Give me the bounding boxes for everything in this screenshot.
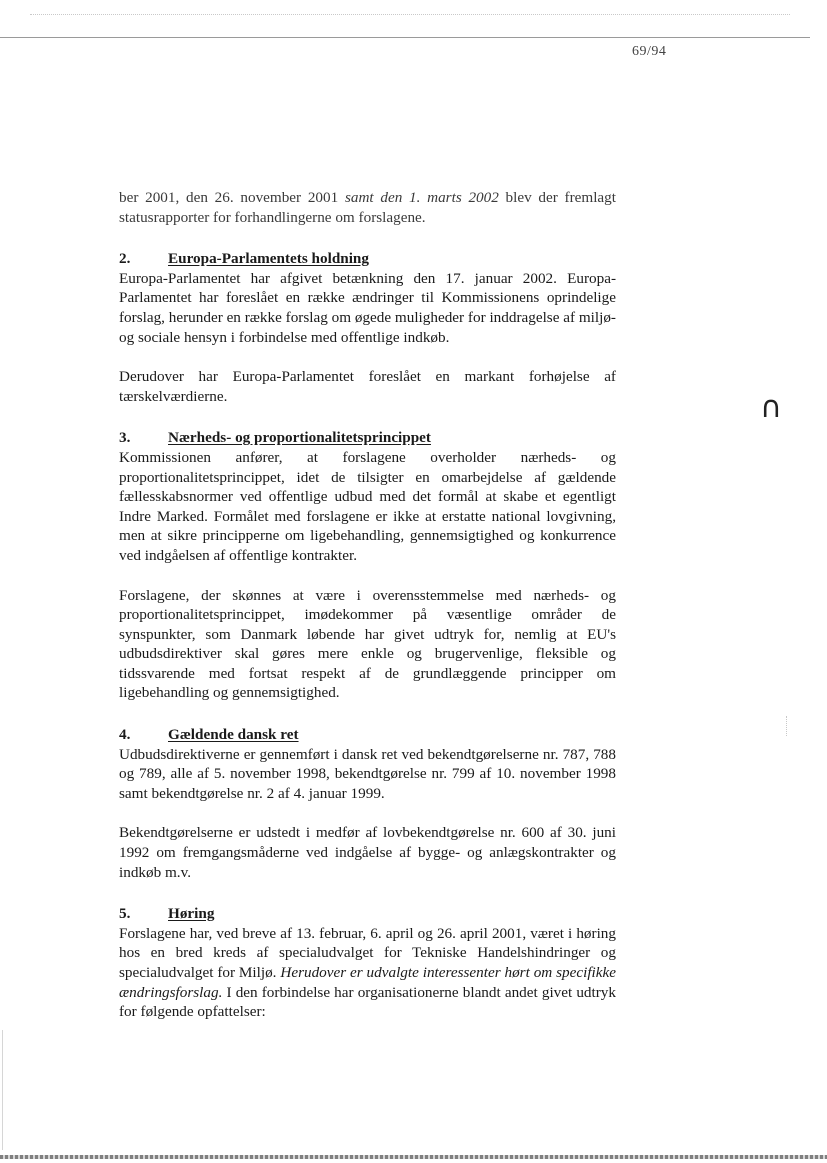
section-4-title: Gældende dansk ret (168, 726, 299, 744)
section-2-paragraph-1: Europa-Parlamentet har afgivet betænkning den 17. januar 2002. Europa-Parlamentet har foreslået en række ændringer til Kommissionens oprindelige forslag, herunder en række forslag om øgede muligheder for inddragelse af miljø- og sociale hensyn i forbindelse med offentlige indkøb. (119, 269, 616, 346)
section-3-paragraph-1: Kommissionen anfører, at forslagene overholder nærheds- og proportionalitetsprincippet, idet de tilsigter en omarbejdelse af gældende fællesskabsnormer ved offentlige udbud med det formål at skabe et egentligt Indre Marked. Formålet med forslagene er ikke at erstatte national lovgivning, men at sikre principperne om ligebehandling, gennemsigtighed og konkurrence ved indgåelsen af offentlige kontrakter. (119, 448, 616, 564)
page-number: 69/94 (632, 44, 667, 59)
scan-noise-top (30, 14, 790, 16)
section-5-text-2: I den forbindelse har organisationerne blandt andet givet udtryk for følgende opfattelser: (119, 983, 616, 1021)
section-2-paragraph-2: Derudover har Europa-Parlamentet foreslået en markant forhøjelse af tærskelværdierne. (119, 368, 616, 405)
scan-artifact-margin (768, 716, 787, 736)
section-4-number: 4. (119, 726, 131, 744)
document-body (119, 188, 616, 1022)
scan-edge-left (2, 1030, 3, 1150)
handwritten-margin-mark: ∩ (760, 390, 782, 425)
section-5-text-1: Forslagene har, ved breve af 13. februar, 6. april og 26. april 2001, været i høring hos en bred kreds af specialudvalget for Tekniske Handelshindringer og specialudvalget for Miljø. (119, 924, 616, 981)
section-3-title: Nærheds- og proportionalitetsprincippet (168, 429, 431, 447)
section-5-number: 5. (119, 905, 131, 923)
intro-text-italic: samt den 1. marts 2002 (344, 189, 499, 206)
section-5-heading (119, 904, 616, 924)
section-2-title: Europa-Parlamentets holdning (168, 250, 369, 268)
section-5-text-italic: Herudover er udvalgte interessenter hørt om specifikke ændringsforslag. (119, 964, 616, 1001)
header-rule (0, 37, 810, 38)
intro-paragraph (119, 188, 616, 227)
intro-text-1: ber 2001, den 26. november 2001 (119, 189, 345, 206)
section-2-heading (119, 249, 616, 269)
section-3-paragraph-2: Forslagene, der skønnes at være i overensstemmelse med nærheds- og proportionalitetsprincippet, imødekommer på væsentlige områder de synspunkter, som Danmark løbende har givet udtryk for, nemlig at EU's udbudsdirektiver skal gøres mere enkle og brugervenlige, fleksible og tidssvarende med fortsat respekt af de grundlæggende principper om ligebehandling og gennemsigtighed. (119, 586, 616, 702)
section-4-paragraph-1: Udbudsdirektiverne er gennemført i dansk ret ved bekendtgørelserne nr. 787, 788 og 789, alle af 5. november 1998, bekendtgørelse nr. 799 af 10. november 1998 samt bekendtgørelse nr. 2 af 4. januar 1999. (119, 745, 616, 802)
intro-text-2: blev der fremlagt statusrapporter for forhandlingerne om forslagene. (119, 189, 616, 226)
section-4-heading (119, 725, 616, 745)
scan-noise-bottom (0, 1155, 827, 1159)
section-5-paragraph-1 (119, 924, 616, 1022)
section-2-number: 2. (119, 250, 131, 268)
section-5-title: Høring (168, 905, 215, 923)
section-4-paragraph-2: Bekendtgørelserne er udstedt i medfør af lovbekendtgørelse nr. 600 af 30. juni 1992 om fremgangsmåderne ved indgåelse af bygge- og anlægskontrakter og indkøb m.v. (119, 824, 616, 881)
section-3-heading (119, 428, 616, 448)
section-3-number: 3. (119, 429, 131, 447)
